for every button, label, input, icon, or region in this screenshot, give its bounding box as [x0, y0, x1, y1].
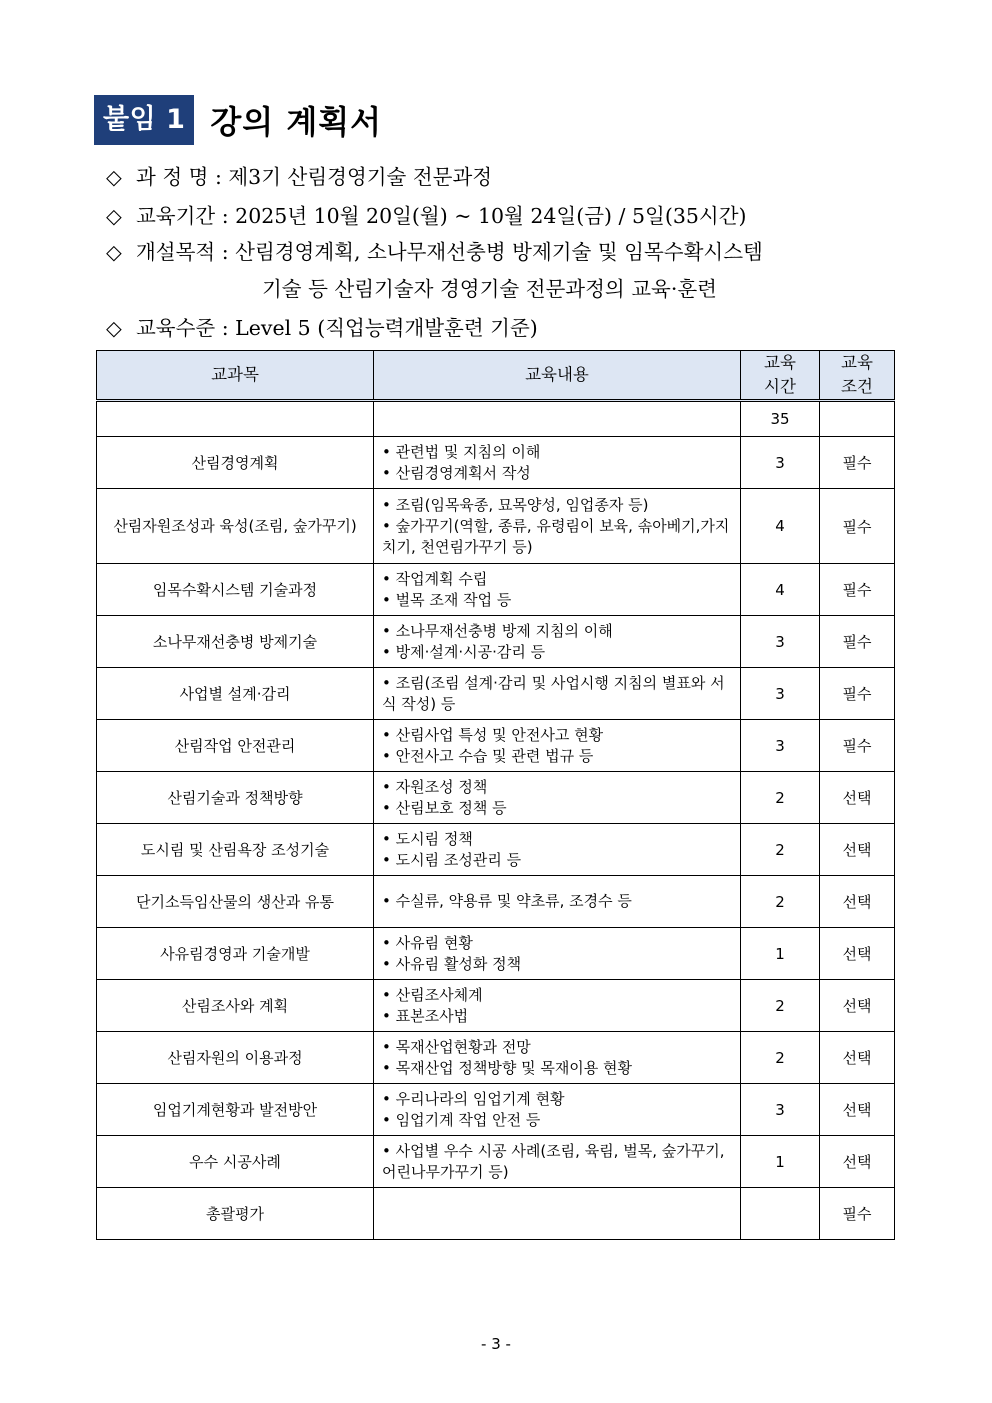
row-subject: 우수 시공사례 [97, 1136, 374, 1188]
row-subject: 산림자원조성과 육성(조림, 숲가꾸기) [97, 489, 374, 564]
row-condition: 필수 [820, 437, 895, 489]
row-subject: 산림경영계획 [97, 437, 374, 489]
header-condition: 교육 조건 [820, 351, 895, 401]
table-row [97, 437, 895, 489]
content-line: • 소나무재선충병 방제 지침의 이해 [382, 621, 613, 640]
content-line: • 사업별 우수 시공 사례(조림, 육림, 벌목, 숲가꾸기, 어린나무가꾸기 등) [382, 1141, 725, 1181]
row-condition: 필수 [820, 1188, 895, 1240]
row-content [374, 772, 741, 824]
row-condition: 필수 [820, 668, 895, 720]
content-line: • 도시림 정책 [382, 829, 473, 848]
content-line: • 자원조성 정책 [382, 777, 488, 796]
content-line: • 목재산업현황과 전망 [382, 1037, 531, 1056]
row-subject: 산림자원의 이용과정 [97, 1032, 374, 1084]
header-content: 교육내용 [374, 351, 741, 401]
content-line: • 수실류, 약용류 및 약초류, 조경수 등 [382, 892, 632, 910]
row-subject: 산림기술과 정책방향 [97, 772, 374, 824]
table-row [97, 564, 895, 616]
row-content [374, 1084, 741, 1136]
row-condition: 필수 [820, 720, 895, 772]
row-content [374, 564, 741, 616]
row-condition: 필수 [820, 489, 895, 564]
row-content [374, 489, 741, 564]
content-line: • 산림경영계획서 작성 [382, 463, 531, 482]
content-line: • 조림(임목육종, 묘목양성, 임업종자 등) [382, 495, 649, 514]
row-condition: 선택 [820, 980, 895, 1032]
content-line: • 산림사업 특성 및 안전사고 현황 [382, 725, 604, 744]
table-row [97, 980, 895, 1032]
row-hours: 3 [741, 1084, 820, 1136]
row-content [374, 1032, 741, 1084]
row-condition: 선택 [820, 928, 895, 980]
content-line: • 사유림 활성화 정책 [382, 954, 522, 973]
row-content [374, 668, 741, 720]
row-subject: 사업별 설계·감리 [97, 668, 374, 720]
row-subject: 사유림경영과 기술개발 [97, 928, 374, 980]
table-row [97, 824, 895, 876]
content-line: • 조림(조림 설계·감리 및 사업시행 지침의 별표와 서식 작성) 등 [382, 673, 725, 713]
content-line: • 작업계획 수립 [382, 569, 488, 588]
page-title: 강의 계획서 [210, 103, 383, 141]
table-row [97, 1032, 895, 1084]
table-row [97, 1136, 895, 1188]
content-line: • 목재산업 정책방향 및 목재이용 현황 [382, 1058, 633, 1077]
content-line: • 도시림 조성관리 등 [382, 850, 522, 869]
table-row [97, 1084, 895, 1136]
header-hours: 교육 시간 [741, 351, 820, 401]
content-line: • 표본조사법 [382, 1006, 469, 1025]
row-hours [741, 1188, 820, 1240]
row-hours: 2 [741, 1032, 820, 1084]
row-condition: 필수 [820, 564, 895, 616]
row-content [374, 437, 741, 489]
diamond-icon: ◇ [106, 204, 122, 228]
row-hours: 2 [741, 824, 820, 876]
content-line: • 사유림 현황 [382, 933, 473, 952]
table-row [97, 876, 895, 928]
row-subject: 임목수확시스템 기술과정 [97, 564, 374, 616]
table-row [97, 772, 895, 824]
content-line: • 숲가꾸기(역할, 종류, 유령림이 보육, 솎아베기,가지치기, 천연림가꾸기 등) [382, 516, 730, 556]
row-hours: 3 [741, 720, 820, 772]
row-hours: 4 [741, 489, 820, 564]
row-hours: 2 [741, 980, 820, 1032]
row-content [374, 928, 741, 980]
row-condition: 선택 [820, 772, 895, 824]
row-hours: 4 [741, 564, 820, 616]
row-subject: 산림조사와 계획 [97, 980, 374, 1032]
attachment-badge: 붙임 1 [94, 95, 194, 145]
info-level: ◇ 교육수준 : Level 5 (직업능력개발훈련 기준) [106, 316, 538, 340]
row-hours: 1 [741, 1136, 820, 1188]
row-hours: 1 [741, 928, 820, 980]
content-line: • 방제·설계·시공·감리 등 [382, 642, 546, 661]
row-content [374, 876, 741, 928]
row-subject: 소나무재선충병 방제기술 [97, 616, 374, 668]
row-hours: 2 [741, 876, 820, 928]
row-condition: 선택 [820, 876, 895, 928]
info-purpose-continued: 기술 등 산림기술자 경영기술 전문과정의 교육·훈련 [262, 277, 717, 301]
table-row [97, 928, 895, 980]
table-row [97, 720, 895, 772]
table-row [97, 1188, 895, 1240]
diamond-icon: ◇ [106, 240, 122, 264]
info-purpose: ◇ 개설목적 : 산림경영계획, 소나무재선충병 방제기술 및 임목수확시스템 [106, 240, 763, 264]
row-subject: 임업기계현황과 발전방안 [97, 1084, 374, 1136]
row-content [374, 824, 741, 876]
content-line: • 우리나라의 임업기계 현황 [382, 1089, 565, 1108]
content-line: • 관련법 및 지침의 이해 [382, 442, 541, 461]
table-header-row [97, 351, 895, 401]
row-hours: 3 [741, 437, 820, 489]
content-line: • 임업기계 작업 안전 등 [382, 1110, 541, 1129]
row-condition: 선택 [820, 1084, 895, 1136]
heading [94, 95, 382, 145]
header-subject: 교과목 [97, 351, 374, 401]
row-content [374, 1136, 741, 1188]
row-hours: 3 [741, 616, 820, 668]
row-content [374, 1188, 741, 1240]
row-subject: 도시림 및 산림욕장 조성기술 [97, 824, 374, 876]
content-line: • 산림조사체계 [382, 985, 483, 1004]
row-subject: 산림작업 안전관리 [97, 720, 374, 772]
info-course-name: ◇ 과 정 명 : 제3기 산림경영기술 전문과정 [106, 165, 493, 189]
row-condition: 선택 [820, 1136, 895, 1188]
row-subject: 단기소득임산물의 생산과 유통 [97, 876, 374, 928]
diamond-icon: ◇ [106, 316, 122, 340]
table-row [97, 668, 895, 720]
page-number: - 3 - [481, 1335, 511, 1353]
row-content [374, 980, 741, 1032]
info-period: ◇ 교육기간 : 2025년 10월 20일(월) ~ 10월 24일(금) / 5일(35시간) [106, 204, 747, 228]
row-content [374, 616, 741, 668]
row-hours: 3 [741, 668, 820, 720]
row-condition: 선택 [820, 1032, 895, 1084]
total-row [97, 401, 895, 437]
content-line: • 안전사고 수습 및 관련 법규 등 [382, 746, 594, 765]
row-condition: 선택 [820, 824, 895, 876]
course-plan-table [96, 350, 895, 1240]
total-hours: 35 [741, 401, 820, 437]
content-line: • 산림보호 정책 등 [382, 798, 507, 817]
table-row [97, 616, 895, 668]
table-row [97, 489, 895, 564]
row-hours: 2 [741, 772, 820, 824]
row-condition: 필수 [820, 616, 895, 668]
content-line: • 벌목 조재 작업 등 [382, 590, 512, 609]
diamond-icon: ◇ [106, 165, 122, 189]
row-content [374, 720, 741, 772]
row-subject: 총괄평가 [97, 1188, 374, 1240]
